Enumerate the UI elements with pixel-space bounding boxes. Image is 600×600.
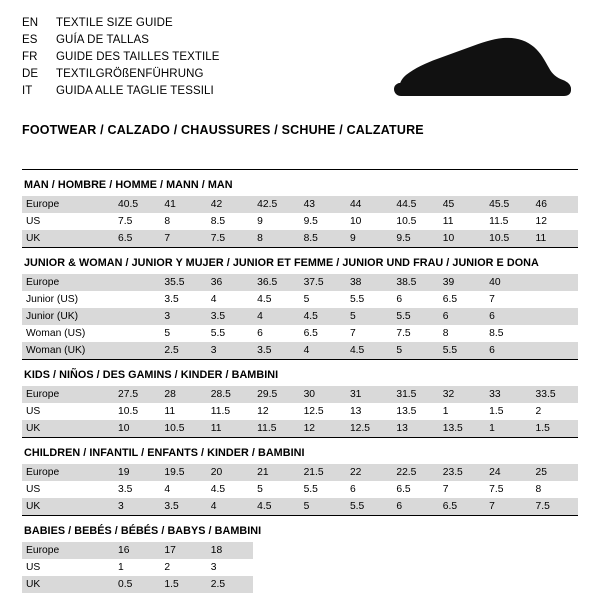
cell: 21 bbox=[253, 464, 299, 481]
cell: 9 bbox=[346, 230, 392, 247]
cell: 18 bbox=[207, 542, 253, 559]
row-label: Europe bbox=[22, 464, 114, 481]
cell: 35.5 bbox=[160, 274, 206, 291]
language-row bbox=[22, 67, 220, 82]
cell: 4.5 bbox=[346, 342, 392, 359]
cell bbox=[532, 308, 578, 325]
cell: 4 bbox=[300, 342, 346, 359]
size-table bbox=[22, 386, 578, 437]
cell: 37.5 bbox=[300, 274, 346, 291]
cell: 10.5 bbox=[118, 406, 139, 417]
cell: 3 bbox=[207, 342, 253, 359]
cell: 7.5 bbox=[396, 328, 411, 339]
cell: 36.5 bbox=[253, 274, 299, 291]
language-title: TEXTILGRÖßENFÜHRUNG bbox=[56, 68, 204, 80]
language-row bbox=[22, 16, 220, 31]
cell: 12 bbox=[535, 216, 547, 227]
cell: 4 bbox=[164, 484, 171, 495]
cell: 7 bbox=[442, 484, 449, 495]
cell bbox=[485, 576, 531, 593]
cell: 27.5 bbox=[114, 386, 160, 403]
cell: 3.5 bbox=[160, 498, 206, 515]
cell: 9.5 bbox=[392, 230, 438, 247]
language-code: ES bbox=[22, 34, 38, 46]
cell bbox=[114, 291, 160, 308]
cell: 16 bbox=[114, 542, 160, 559]
row-label: Woman (US) bbox=[26, 328, 86, 339]
row-label: US bbox=[26, 216, 41, 227]
language-title: GUIDA ALLE TAGLIE TESSILI bbox=[56, 85, 214, 97]
cell bbox=[532, 542, 578, 559]
cell: 9.5 bbox=[303, 216, 318, 227]
cell: 6.5 bbox=[303, 328, 318, 339]
cell: 6 bbox=[349, 484, 356, 495]
cell: 11 bbox=[207, 420, 253, 437]
cell: 10 bbox=[349, 216, 362, 227]
cell: 33.5 bbox=[532, 386, 578, 403]
cell: 5 bbox=[346, 308, 392, 325]
cell: 43 bbox=[300, 196, 346, 213]
cell: 40.5 bbox=[114, 196, 160, 213]
category-title: FOOTWEAR / CALZADO / CHAUSSURES / SCHUHE / CALZATURE bbox=[22, 123, 424, 137]
cell: 2 bbox=[164, 562, 171, 573]
cell: 6.5 bbox=[439, 498, 485, 515]
cell: 10 bbox=[114, 420, 160, 437]
cell: 10.5 bbox=[396, 216, 417, 227]
cell: 3 bbox=[160, 308, 206, 325]
cell: 4 bbox=[210, 294, 217, 305]
cell: 3.5 bbox=[118, 484, 133, 495]
cell: 6.5 bbox=[396, 484, 411, 495]
cell: 4 bbox=[253, 308, 299, 325]
row-label: UK bbox=[22, 230, 114, 247]
cell: 38.5 bbox=[392, 274, 438, 291]
cell: 22.5 bbox=[392, 464, 438, 481]
size-table bbox=[22, 196, 578, 247]
section-title: CHILDREN / INFANTIL / ENFANTS / KINDER / BAMBINI bbox=[22, 437, 578, 464]
cell: 6 bbox=[257, 328, 263, 339]
cell: 44 bbox=[346, 196, 392, 213]
cell: 28.5 bbox=[207, 386, 253, 403]
cell: 3 bbox=[114, 498, 160, 515]
cell: 5.5 bbox=[346, 498, 392, 515]
language-title: GUÍA DE TALLAS bbox=[56, 34, 150, 46]
cell bbox=[485, 559, 531, 576]
table-row bbox=[22, 213, 578, 230]
cell: 28 bbox=[160, 386, 206, 403]
cell bbox=[485, 542, 531, 559]
cell bbox=[532, 559, 578, 576]
cell: 5.5 bbox=[303, 484, 318, 495]
language-code: DE bbox=[22, 68, 39, 80]
cell: 6 bbox=[439, 308, 485, 325]
cell: 7 bbox=[485, 498, 531, 515]
cell bbox=[532, 291, 578, 308]
table-row bbox=[22, 559, 578, 576]
cell: 6 bbox=[396, 294, 403, 305]
cell: 5.5 bbox=[210, 328, 226, 339]
row-label: Europe bbox=[22, 274, 114, 291]
row-label: Europe bbox=[22, 386, 114, 403]
cell: 11.5 bbox=[489, 216, 509, 227]
cell: 0.5 bbox=[114, 576, 160, 593]
row-label: US bbox=[26, 484, 41, 495]
row-label: Europe bbox=[22, 196, 114, 213]
section-title: BABIES / BEBÉS / BÉBÉS / BABYS / BAMBINI bbox=[22, 515, 578, 542]
language-code: EN bbox=[22, 17, 39, 29]
cell: 42.5 bbox=[253, 196, 299, 213]
cell: 13 bbox=[392, 420, 438, 437]
section-junior-woman bbox=[22, 247, 578, 359]
cell: 24 bbox=[485, 464, 531, 481]
cell bbox=[532, 274, 578, 291]
row-label: UK bbox=[22, 420, 114, 437]
cell: 7.5 bbox=[489, 484, 504, 495]
size-table bbox=[22, 542, 578, 593]
cell: 19 bbox=[114, 464, 160, 481]
cell bbox=[532, 576, 578, 593]
cell: 1.5 bbox=[489, 406, 504, 417]
cell: 5 bbox=[300, 498, 346, 515]
cell: 45 bbox=[439, 196, 485, 213]
cell: 32 bbox=[439, 386, 485, 403]
cell bbox=[253, 559, 299, 576]
size-table bbox=[22, 464, 578, 515]
table-row bbox=[22, 308, 578, 325]
cell: 6 bbox=[485, 342, 531, 359]
language-list bbox=[22, 16, 220, 99]
cell: 44.5 bbox=[392, 196, 438, 213]
cell: 41 bbox=[160, 196, 206, 213]
section-man bbox=[22, 169, 578, 247]
language-title: TEXTILE SIZE GUIDE bbox=[56, 17, 173, 29]
cell: 6 bbox=[392, 498, 438, 515]
table-row bbox=[22, 403, 578, 420]
table-row bbox=[22, 481, 578, 498]
table-row bbox=[22, 325, 578, 342]
cell: 7.5 bbox=[207, 230, 253, 247]
cell: 1.5 bbox=[532, 420, 578, 437]
row-label: Junior (UK) bbox=[22, 308, 114, 325]
cell: 25 bbox=[532, 464, 578, 481]
cell: 7 bbox=[489, 294, 495, 305]
table-row bbox=[22, 386, 578, 403]
cell: 17 bbox=[160, 542, 206, 559]
cell bbox=[114, 325, 160, 342]
cell: 4.5 bbox=[257, 294, 272, 305]
section-title: KIDS / NIÑOS / DES GAMINS / KINDER / BAMBINI bbox=[22, 359, 578, 386]
cell bbox=[300, 576, 346, 593]
section-title: MAN / HOMBRE / HOMME / MANN / MAN bbox=[22, 169, 578, 196]
cell: 8 bbox=[442, 328, 449, 339]
language-row bbox=[22, 50, 220, 65]
cell: 20 bbox=[207, 464, 253, 481]
section-babies bbox=[22, 515, 578, 593]
cell bbox=[532, 325, 578, 342]
cell: 4.5 bbox=[253, 498, 299, 515]
table-row bbox=[22, 230, 578, 247]
cell: 12.5 bbox=[303, 406, 324, 417]
cell: 46 bbox=[532, 196, 578, 213]
row-label: UK bbox=[22, 498, 114, 515]
cell: 7.5 bbox=[118, 216, 133, 227]
cell: 12.5 bbox=[346, 420, 392, 437]
cell: 40 bbox=[485, 274, 531, 291]
cell bbox=[300, 559, 346, 576]
language-row bbox=[22, 84, 220, 99]
cell: 23.5 bbox=[439, 464, 485, 481]
cell bbox=[253, 576, 299, 593]
cell: 5.5 bbox=[349, 294, 365, 305]
cell bbox=[346, 559, 392, 576]
cell: 3.5 bbox=[207, 308, 253, 325]
cell: 3.5 bbox=[164, 294, 179, 305]
section-children bbox=[22, 437, 578, 515]
cell: 11 bbox=[164, 406, 176, 417]
cell bbox=[392, 559, 438, 576]
table-row bbox=[22, 196, 578, 213]
cell: 4.5 bbox=[210, 484, 226, 495]
cell: 5.5 bbox=[439, 342, 485, 359]
cell: 5 bbox=[164, 328, 171, 339]
cell: 11.5 bbox=[210, 406, 231, 417]
cell: 19.5 bbox=[160, 464, 206, 481]
cell bbox=[346, 576, 392, 593]
cell bbox=[392, 542, 438, 559]
cell: 36 bbox=[207, 274, 253, 291]
cell: 8 bbox=[253, 230, 299, 247]
cell bbox=[439, 576, 485, 593]
cell: 45.5 bbox=[485, 196, 531, 213]
cell: 13.5 bbox=[439, 420, 485, 437]
cell: 5.5 bbox=[392, 308, 438, 325]
cell bbox=[114, 308, 160, 325]
cell: 8.5 bbox=[300, 230, 346, 247]
cell: 10 bbox=[439, 230, 485, 247]
cell bbox=[114, 274, 160, 291]
cell: 6.5 bbox=[442, 294, 458, 305]
cell: 2 bbox=[535, 406, 542, 417]
row-label: Woman (UK) bbox=[22, 342, 114, 359]
cell bbox=[346, 542, 392, 559]
cell bbox=[392, 576, 438, 593]
cell: 22 bbox=[346, 464, 392, 481]
table-row bbox=[22, 542, 578, 559]
table-row bbox=[22, 291, 578, 308]
cell: 13 bbox=[349, 406, 362, 417]
cell: 7 bbox=[349, 328, 356, 339]
cell: 13.5 bbox=[396, 406, 417, 417]
row-label: Junior (US) bbox=[26, 294, 79, 305]
cell: 10.5 bbox=[160, 420, 206, 437]
cell: 3 bbox=[210, 562, 217, 573]
cell: 5 bbox=[257, 484, 263, 495]
cell: 2.5 bbox=[207, 576, 253, 593]
cell: 7 bbox=[160, 230, 206, 247]
table-row bbox=[22, 498, 578, 515]
cell bbox=[114, 342, 160, 359]
cell bbox=[439, 559, 485, 576]
table-row bbox=[22, 464, 578, 481]
table-row bbox=[22, 274, 578, 291]
cell: 12 bbox=[300, 420, 346, 437]
cell: 11.5 bbox=[253, 420, 299, 437]
cell bbox=[439, 542, 485, 559]
cell: 2.5 bbox=[160, 342, 206, 359]
language-row bbox=[22, 33, 220, 48]
cell: 3.5 bbox=[253, 342, 299, 359]
section-title: JUNIOR & WOMAN / JUNIOR Y MUJER / JUNIOR ET FEMME / JUNIOR UND FRAU / JUNIOR E DONA bbox=[22, 247, 578, 274]
row-label: US bbox=[26, 406, 41, 417]
table-row bbox=[22, 576, 578, 593]
cell: 21.5 bbox=[300, 464, 346, 481]
cell: 5 bbox=[392, 342, 438, 359]
row-label: US bbox=[26, 562, 41, 573]
cell: 38 bbox=[346, 274, 392, 291]
cell: 1 bbox=[442, 406, 449, 417]
cell: 33 bbox=[485, 386, 531, 403]
cell: 30 bbox=[300, 386, 346, 403]
language-title: GUIDE DES TAILLES TEXTILE bbox=[56, 51, 220, 63]
cell: 7.5 bbox=[532, 498, 578, 515]
cell: 8.5 bbox=[489, 328, 504, 339]
row-label: UK bbox=[22, 576, 114, 593]
language-code: IT bbox=[22, 85, 33, 97]
cell: 6 bbox=[485, 308, 531, 325]
cell bbox=[300, 542, 346, 559]
language-code: FR bbox=[22, 51, 38, 63]
cell: 29.5 bbox=[253, 386, 299, 403]
cell: 4 bbox=[207, 498, 253, 515]
size-table bbox=[22, 274, 578, 359]
cell: 39 bbox=[439, 274, 485, 291]
cell: 12 bbox=[257, 406, 269, 417]
cell: 8.5 bbox=[210, 216, 226, 227]
cell: 11 bbox=[442, 216, 454, 227]
cell: 8 bbox=[535, 484, 542, 495]
cell: 1 bbox=[118, 562, 124, 573]
cell: 1 bbox=[485, 420, 531, 437]
cell bbox=[532, 342, 578, 359]
row-label: Europe bbox=[22, 542, 114, 559]
cell: 8 bbox=[164, 216, 171, 227]
header bbox=[22, 16, 578, 108]
dress-shoe-icon bbox=[382, 30, 572, 108]
cell: 31.5 bbox=[392, 386, 438, 403]
section-kids bbox=[22, 359, 578, 437]
cell: 10.5 bbox=[485, 230, 531, 247]
cell: 42 bbox=[207, 196, 253, 213]
table-row bbox=[22, 420, 578, 437]
cell: 5 bbox=[303, 294, 310, 305]
cell: 1.5 bbox=[160, 576, 206, 593]
cell bbox=[253, 542, 299, 559]
table-row bbox=[22, 342, 578, 359]
cell: 4.5 bbox=[300, 308, 346, 325]
cell: 31 bbox=[346, 386, 392, 403]
cell: 11 bbox=[532, 230, 578, 247]
cell: 6.5 bbox=[114, 230, 160, 247]
cell: 9 bbox=[257, 216, 263, 227]
